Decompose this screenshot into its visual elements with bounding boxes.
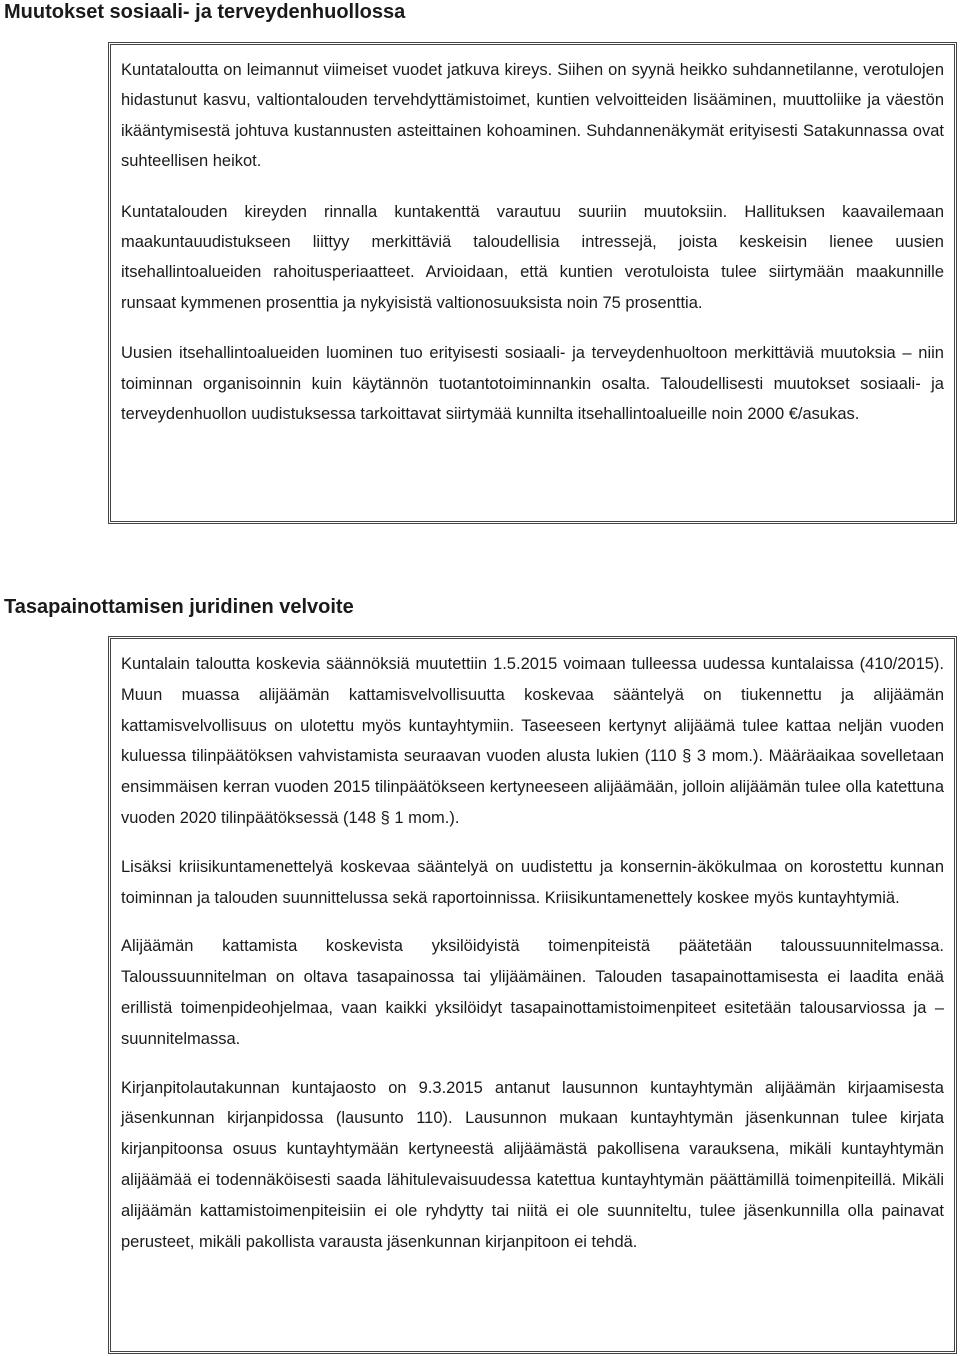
section-heading-changes: Muutokset sosiaali- ja terveydenhuollossa xyxy=(4,1,406,23)
paragraph-self-governing-areas: Uusien itsehallintoalueiden luominen tuo erityisesti sosiaali- ja terveydenhuoltoon merkittäviä muutoksia – niin toiminnan organisoinnin kuin käytännön tuotantotoiminnankin osalta. Taloudellisesti muutokset sosiaali- ja terveydenhuollon uudistuksessa tarkoittavat siirtymää kunnilta itsehallintoalueille noin 2000 €/asukas. xyxy=(121,344,944,424)
paragraph-regional-reform: Kuntatalouden kireyden rinnalla kuntakenttä varautuu suuriin muutoksiin. Hallituksen kaavailemaan maakuntauudistukseen liittyy merkittäviä taloudellisia intressejä, joista keskeisin lienee uusien itsehallintoalueiden rahoitusperiaatteet. Arvioidaan, että kuntien verotuloista tulee siirtymään maakunnille runsaat kymmenen prosenttia ja nykyisistä valtionosuuksista noin 75 prosenttia. xyxy=(121,202,944,312)
paragraph-deficit-coverage: Alijäämän kattamista koskevista yksilöidyistä toimenpiteistä päätetään taloussuunnitelmassa. Taloussuunnitelman on oltava tasapainossa tai ylijäämäinen. Talouden tasapainottamisesta ei laadita enää erillistä toimenpideohjelmaa, vaan kaikki yksilöidyt tasapainottamistoimenpiteet esitetään talousarviossa ja – suunnitelmassa. xyxy=(121,937,944,1048)
section-heading-balancing-obligation: Tasapainottamisen juridinen velvoite xyxy=(4,596,354,618)
paragraph-municipal-economy: Kuntataloutta on leimannut viimeiset vuodet jatkuva kireys. Siihen on syynä heikko suhdannetilanne, verotulojen hidastunut kasvu, valtiontalouden tervehdyttämistoimet, kuntien velvoitteiden lisääminen, muuttoliike ja väestön ikääntymisestä johtuva kustannusten asteittainen kohoaminen. Suhdannenäkymät erityisesti Satakunnassa ovat suhteellisen heikot. xyxy=(121,61,944,171)
paragraph-accounting-board: Kirjanpitolautakunnan kuntajaosto on 9.3.2015 antanut lausunnon kuntayhtymän alijäämän kirjaamisesta jäsenkunnan kirjanpidossa (lausunto 110). Lausunnon mukaan kuntayhtymän jäsenkunnan tulee kirjata kirjanpitoonsa osuus kuntayhtymään kertyneestä alijäämästä pakollisena varauksena, mikäli kuntayhtymän alijäämää ei todennäköisesti saada lähitulevaisuudessa katettua kuntayhtymän päättämillä toimenpiteillä. Mikäli alijäämän kattamistoimenpiteisiin ei ole ryhdytty tai niitä ei ole suunniteltu, tulee jäsenkunnilla olla painavat perusteet, mikäli pakollista varausta jäsenkunnan kirjanpitoon ei tehdä. xyxy=(121,1078,944,1251)
text-box-social-health-changes xyxy=(108,42,957,524)
text-box-balancing-obligation xyxy=(108,636,957,1354)
paragraph-crisis-procedure: Lisäksi kriisikuntamenettelyä koskevaa sääntelyä on uudistettu ja konsernin-äkökulmaa on korostettu kunnan toiminnan ja talouden suunnittelussa sekä raportoinnissa. Kriisikuntamenettely koskee myös kuntayhtymiä. xyxy=(121,857,944,907)
paragraph-municipal-act: Kuntalain taloutta koskevia säännöksiä muutettiin 1.5.2015 voimaan tulleessa uudessa kuntalaissa (410/2015). Muun muassa alijäämän kattamisvelvollisuutta koskevaa sääntelyä on tiukennettu ja alijäämän kattamisvelvollisuus on ulotettu myös kuntayhtymiin. Taseeseen kertynyt alijäämä tulee kattaa neljän vuoden kuluessa tilinpäätöksen vahvistamista seuraavan vuoden alusta lukien (110 § 3 mom.). Määräaikaa sovelletaan ensimmäisen kerran vuoden 2015 tilinpäätökseen kertyneeseen alijäämään, jolloin alijäämän tulee olla katettuna vuoden 2020 tilinpäätöksessä (148 § 1 mom.). xyxy=(121,655,944,827)
